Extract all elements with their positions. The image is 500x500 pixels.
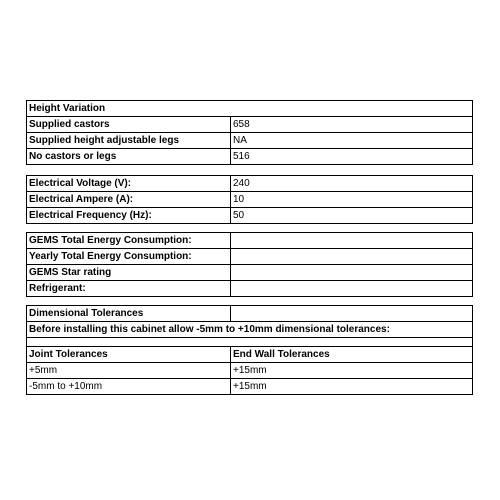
table-row	[27, 265, 473, 281]
row-label: Yearly Total Energy Consumption:	[27, 249, 231, 265]
row-value: 240	[231, 176, 473, 192]
empty-cell	[231, 306, 473, 322]
table-row	[27, 133, 473, 149]
dimensional-tolerances-table	[26, 305, 473, 395]
tolerance-note: Before installing this cabinet allow -5mm to +10mm dimensional tolerances:	[27, 322, 473, 338]
table-row	[27, 233, 473, 249]
table-row	[27, 117, 473, 133]
table-row	[27, 379, 473, 395]
row-label: Supplied castors	[27, 117, 231, 133]
row-value: 50	[231, 208, 473, 224]
table-row	[27, 322, 473, 338]
row-label: Electrical Ampere (A):	[27, 192, 231, 208]
row-value	[231, 249, 473, 265]
electrical-table	[26, 175, 473, 224]
table-cell: +5mm	[27, 363, 231, 379]
energy-table	[26, 232, 473, 297]
table-row	[27, 149, 473, 165]
table-row	[27, 208, 473, 224]
row-label: GEMS Star rating	[27, 265, 231, 281]
row-label: Electrical Voltage (V):	[27, 176, 231, 192]
row-label: GEMS Total Energy Consumption:	[27, 233, 231, 249]
table-cell: -5mm to +10mm	[27, 379, 231, 395]
table-row	[27, 347, 473, 363]
section-title: Dimensional Tolerances	[27, 306, 231, 322]
table-row	[27, 192, 473, 208]
table-row	[27, 249, 473, 265]
table-row	[27, 363, 473, 379]
row-value: 516	[231, 149, 473, 165]
row-value: 10	[231, 192, 473, 208]
row-value	[231, 265, 473, 281]
table-cell: +15mm	[231, 379, 473, 395]
table-row	[27, 281, 473, 297]
row-label: Refrigerant:	[27, 281, 231, 297]
column-header: Joint Tolerances	[27, 347, 231, 363]
row-label: No castors or legs	[27, 149, 231, 165]
row-label: Supplied height adjustable legs	[27, 133, 231, 149]
row-value: NA	[231, 133, 473, 149]
section-title: Height Variation	[27, 101, 473, 117]
spacer-cell	[27, 338, 473, 347]
height-variation-table	[26, 100, 473, 165]
table-row	[27, 306, 473, 322]
row-value: 658	[231, 117, 473, 133]
column-header: End Wall Tolerances	[231, 347, 473, 363]
row-label: Electrical Frequency (Hz):	[27, 208, 231, 224]
table-row	[27, 101, 473, 117]
table-row	[27, 176, 473, 192]
table-row	[27, 338, 473, 347]
row-value	[231, 281, 473, 297]
table-cell: +15mm	[231, 363, 473, 379]
row-value	[231, 233, 473, 249]
